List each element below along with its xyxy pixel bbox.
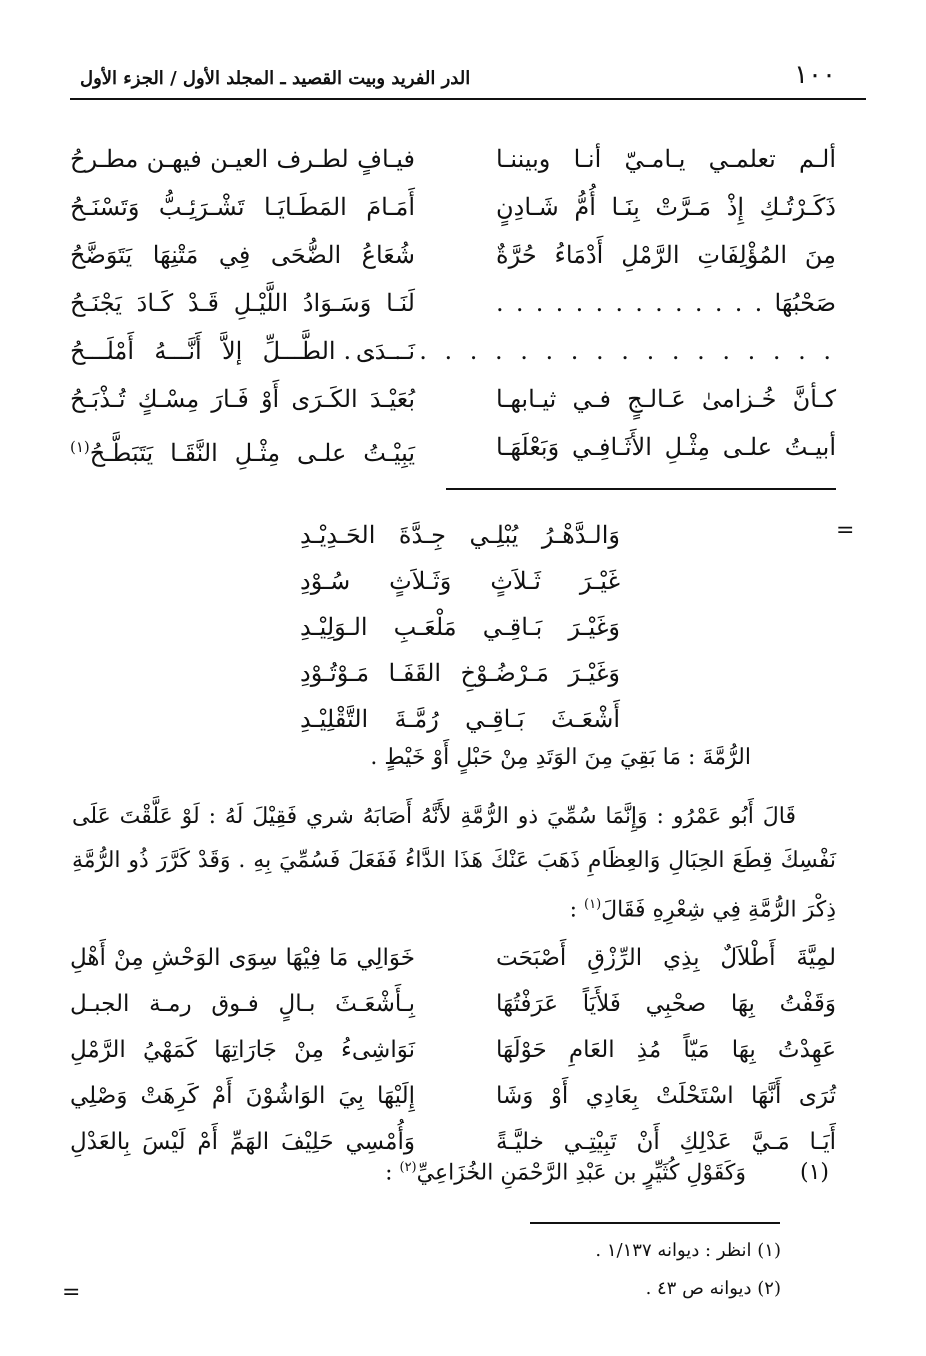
verse-second-hemistich: أَمَـامَ المَطَـايَـا تَشْـرَئِـبُّ وَتَسْنَـحُ	[70, 193, 415, 221]
section-number: (١)	[800, 1160, 830, 1185]
verse-second-hemistich: نَوَاشِىءُ مِنْ جَارَاتِهَا كَمَهْيُ الرَّمْلِ	[70, 1037, 415, 1063]
footnote-ref: (١)	[70, 438, 90, 456]
rajaz-line: وَغَيْـرَ بَـاقِـي مَلْعَـبِ الـوَلِيْـدِ	[300, 613, 620, 641]
rajaz-poem	[300, 512, 620, 742]
verse-first-hemistich: وَقَفْتُ بِهَا صحْبِي فَلأَيَاً عَرَفْتُهَا	[496, 991, 836, 1017]
continuation-mark: =	[62, 1280, 81, 1305]
verse-row	[70, 1073, 836, 1119]
verse-second-hemistich	[70, 423, 415, 471]
verse-first-hemistich: أبيـتُ علـى مِثْـلِ الأَثَـافِـي وَبَعْلَهَـا	[496, 433, 836, 461]
gloss-line: الرُّمَّةَ : مَا بَقِيَ مِنَ الوَتَدِ مِنْ حَبْلٍ أَوْ خَيْطٍ .	[370, 745, 751, 770]
intro-text: وَكَقَوْلِ كُثَيِّرٍ بن عَبْدِ الرَّحْمَنِ الخُزَاعِيِّ	[416, 1160, 746, 1186]
verse-second-hemistich: لَنَـا وَسَـوَادُ اللَّيْـلِ قَـدْ كَـادَ يَجْنَـحُ	[70, 289, 415, 317]
verse-row	[70, 135, 836, 183]
header-rule	[70, 98, 866, 100]
footnote-ref: (١)	[584, 897, 602, 912]
verse-first-hemistich: عَهِدْتُ بِهَا مَيّاً مُذِ العَامِ حَوْلَهَا	[496, 1037, 836, 1063]
verse-second-hemistich: فيـافٍ لطـرف العيـن فيهـن مطـرحُ	[70, 145, 415, 173]
verse-row	[70, 279, 836, 327]
poem-separator-rule	[446, 488, 836, 490]
verse-second-hemistich: بُعَيْـدَ الكَـرَى أَوْ فَـارَ مِسْـكٍ تُـذْبَـحُ	[70, 385, 415, 413]
verse-first-hemistich: ألـم تعلمـي يـامـيّ أنـا وبيننـا	[496, 145, 836, 173]
rajaz-line: وَغَيْـرَ مَـرْضُـوْخِ القَفَـا مَـوْتُـوْدِ	[300, 659, 620, 687]
rajaz-line: أَشْعَـثَ بَـاقِـي رُمَّـةَ التَّقْلِيْـدِ	[300, 705, 620, 733]
poem-bottom	[70, 935, 836, 1165]
verse-first-hemistich: ذَكَـرْتُـكِ إِذْ مَـرَّتْ بِنَـا أُمُّ شَـادِنٍ	[496, 193, 836, 221]
verse-first-hemistich: أَيَـا مَـيَّ عَدْلِكِ أَنْ تَبِيْتِـي خليَّـةً	[496, 1129, 836, 1155]
poem-top	[70, 135, 836, 471]
verse-row	[70, 183, 836, 231]
intro-tail: :	[385, 1160, 400, 1186]
verse-row	[70, 231, 836, 279]
verse-first-hemistich: تُرَى أَنَّهَا اسْتَحْلَتْ بِعَادِي أَوْ وَشَا	[496, 1083, 836, 1109]
verse-row	[70, 327, 836, 375]
prose-paragraph	[72, 795, 836, 932]
verse-row	[70, 423, 836, 471]
verse-row	[70, 981, 836, 1027]
paragraph-text: قَالَ أَبُو عَمْرُو : وَإِنَّمَا سُمِّيَ ذو الرُّمَّةِ لأَنَّهُ أَصَابَهُ شري فَقِيْلَ لَهُ : لَوْ عَلَّقْتَ عَلَى نَفْسِكَ قِطَعَ الحِبَالِ وَالعِظَامِ ذَهَبَ عَنْكَ هَذَا الدَّاءُ فَفَعَلَ فَسُمِّيَ بِهِ . وَقَدْ كَرَّرَ ذُو الرُّمَّةِ ذِكْرَ الرُّمَّةِ فِي شِعْرِهِ فَقَالَ	[72, 804, 836, 923]
verse-second-hemistich: خَوَالِي مَا فِيْهَا سِوَى الوَحْشِ مِنْ أَهْلِ	[70, 945, 415, 971]
continuation-mark: =	[836, 518, 855, 543]
verse-first-hemistich: صَحْبُهَا . . . . . . . . . . . . . .	[496, 289, 836, 317]
rajaz-line: وَالـدَّهْـرُ يُبْلِـي جِـدَّةَ الحَـدِيْـدِ	[300, 521, 620, 549]
running-header: الدر الفريد وبيت القصيد ـ المجلد الأول / الجزء الأول	[80, 68, 471, 89]
footnote-rule	[530, 1222, 780, 1224]
page-number: ١٠٠	[794, 60, 836, 90]
verse-second-hemistich: بِـأَشْعَـثَ بـالٍ فـوق رمـة الجبـل	[70, 991, 415, 1017]
paragraph-tail: :	[569, 897, 585, 923]
verse-second-hemistich: نَـــدَى الطَّـــلِّ إلاَّ أَنَّـــهُ أَمْلَـــحُ	[70, 337, 415, 365]
verse-first-hemistich: مِنَ المُؤْلِفَاتِ الرَّمْلِ أَدْمَاءُ حُرَّةٌ	[496, 241, 836, 269]
verse-text: يَبِيْـتُ علـى مِثْـلِ النَّقَـا يَتَبَطَّـحُ	[89, 439, 415, 467]
verse-first-hemistich: . . . . . . . . . . . . . . . . . . . .	[343, 337, 836, 365]
footnote: (١) انظر : ديوانه ١/١٣٧ .	[595, 1240, 781, 1261]
footnote-ref: (٢)	[399, 1160, 417, 1175]
verse-row	[70, 375, 836, 423]
verse-first-hemistich: كـأنَّ خُـزامىٰ عَـالـجٍ فـي ثيـابهـا	[496, 385, 836, 413]
verse-row	[70, 1027, 836, 1073]
verse-second-hemistich: وَأُمْسِي حَلِيْفَ الهَمِّ أَمْ لَيْسَ بِالعَدْلِ	[70, 1129, 415, 1155]
verse-second-hemistich: شُعَاعُ الضُّحَى فِي مَتْنِهَا يَتَوَضَّحُ	[70, 241, 415, 269]
verse-row	[70, 1119, 836, 1165]
intro-line	[385, 1160, 746, 1185]
verse-second-hemistich: إِلَيْهَا بِيَ الوَاشُوْنَ أَمْ كَرِهَتْ وَصْلِي	[70, 1083, 415, 1109]
verse-first-hemistich: لمِيَّةَ أَطْلاَلٌ بِذِي الرِّزْقِ أَصْبَحَت	[496, 945, 836, 971]
verse-row	[70, 935, 836, 981]
rajaz-line: غَيْـرَ ثَـلاَثٍ وَثَـلاَثٍ سُـوْدِ	[300, 567, 620, 595]
footnote: (٢) ديوانه ص ٤٣ .	[645, 1278, 781, 1299]
